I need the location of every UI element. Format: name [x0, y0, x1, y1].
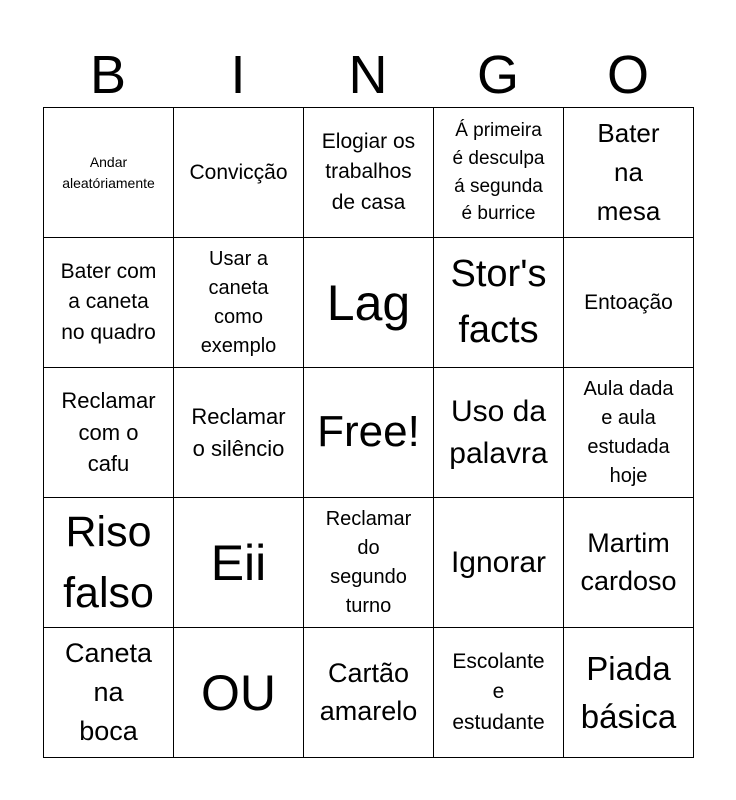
bingo-cell[interactable]: [434, 628, 564, 758]
header-letter-b: B: [89, 45, 127, 105]
bingo-cell[interactable]: [564, 238, 694, 368]
bingo-cell-text: Escolante e estudante: [452, 649, 545, 734]
bingo-cell-text: Ignorar: [450, 546, 547, 579]
bingo-cell-text: Andar aleatóriamente: [62, 154, 155, 191]
bingo-cell-text: Usar a caneta como exemplo: [200, 247, 277, 357]
bingo-cell-text: Stor's facts: [450, 253, 547, 351]
bingo-cell[interactable]: [44, 368, 174, 498]
bingo-cell[interactable]: [304, 238, 434, 368]
header-letter-g: G: [476, 45, 519, 105]
bingo-cell[interactable]: [44, 108, 174, 238]
bingo-cell[interactable]: [44, 238, 174, 368]
bingo-cell[interactable]: [304, 368, 434, 498]
header-letter-o: O: [606, 45, 649, 105]
bingo-cell-text: Reclamar do segundo turno: [325, 507, 412, 617]
bingo-cell[interactable]: [564, 108, 694, 238]
bingo-cell-text: Uso da palavra: [449, 394, 548, 470]
bingo-cell[interactable]: [304, 108, 434, 238]
bingo-cell-text: Aula dada e aula estudada hoje: [583, 377, 674, 487]
bingo-cell[interactable]: [564, 368, 694, 498]
bingo-cell-text: Convicção: [189, 160, 288, 184]
bingo-cell-text: Caneta na boca: [64, 637, 153, 747]
header-letter-i: I: [230, 45, 246, 105]
bingo-cell[interactable]: [174, 498, 304, 628]
bingo-cell-text: Bater na mesa: [596, 118, 661, 226]
bingo-cell[interactable]: [174, 108, 304, 238]
bingo-cell[interactable]: [174, 238, 304, 368]
bingo-cell[interactable]: [304, 628, 434, 758]
bingo-cell[interactable]: [434, 498, 564, 628]
bingo-cell-text: Bater com a caneta no quadro: [60, 259, 157, 344]
bingo-cell-text: Á primeira é desculpa á segunda é burrice: [452, 120, 545, 225]
bingo-cell[interactable]: [434, 368, 564, 498]
bingo-cell-text: Entoação: [584, 290, 673, 314]
bingo-cell-text: Riso falso: [63, 508, 154, 617]
header-letter-n: N: [348, 45, 388, 105]
bingo-cell[interactable]: [434, 108, 564, 238]
bingo-cell[interactable]: [44, 628, 174, 758]
bingo-cell[interactable]: [434, 238, 564, 368]
bingo-cell-text: Cartão amarelo: [319, 657, 418, 726]
bingo-cell[interactable]: [44, 498, 174, 628]
bingo-cell-text: Eii: [210, 534, 267, 591]
bingo-cell-text: Elogiar os trabalhos de casa: [321, 129, 416, 214]
bingo-cell[interactable]: [564, 498, 694, 628]
bingo-cell[interactable]: [174, 368, 304, 498]
bingo-cell-text: Piada básica: [580, 649, 677, 735]
bingo-cell[interactable]: [564, 628, 694, 758]
bingo-board: [43, 107, 694, 758]
bingo-cell-text: Martim cardoso: [580, 527, 677, 596]
bingo-cell-text: Reclamar o silêncio: [191, 403, 286, 461]
bingo-cell-text: OU: [201, 664, 276, 721]
bingo-cell-text: Free!: [317, 407, 420, 457]
bingo-cell[interactable]: [174, 628, 304, 758]
bingo-header: [43, 42, 693, 108]
bingo-cell-text: Reclamar com o cafu: [61, 387, 156, 477]
bingo-cell[interactable]: [304, 498, 434, 628]
bingo-cell-text: Lag: [326, 274, 411, 331]
